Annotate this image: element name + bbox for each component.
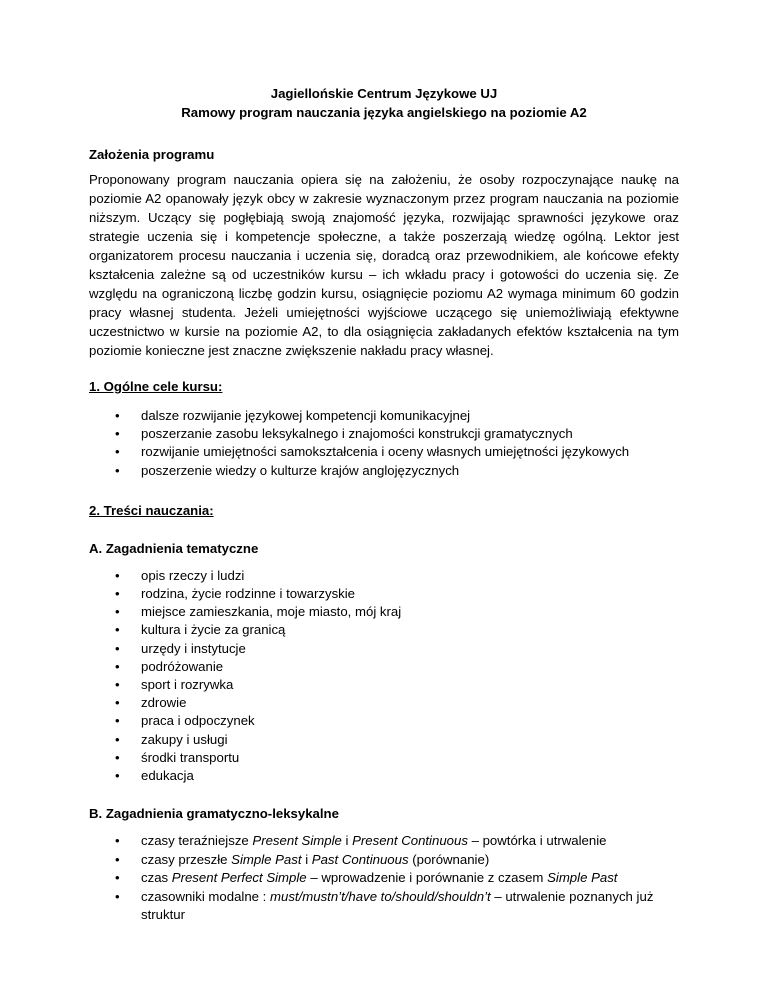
list-item: • rodzina, życie rodzinne i towarzyskie (89, 585, 679, 603)
bullet-icon: • (115, 749, 120, 765)
goals-list (89, 407, 679, 480)
list-item: • rozwijanie umiejętności samokształcenia i oceny własnych umiejętności językowych (89, 443, 679, 461)
subsection-a-heading: A. Zagadnienia tematyczne (89, 540, 259, 556)
bullet-icon: • (115, 586, 120, 602)
list-item: • poszerzanie zasobu leksykalnego i znajomości konstrukcji gramatycznych (89, 425, 679, 443)
bullet-icon: • (115, 444, 120, 460)
bullet-icon: • (115, 408, 120, 423)
list-item: • czas Present Perfect Simple – wprowadzenie i porównanie z czasem Simple Past (89, 869, 679, 888)
list-item: • zakupy i usługi (89, 731, 679, 749)
list-item: • czasy teraźniejsze Present Simple i Present Continuous – powtórka i utrwalenie (89, 832, 679, 851)
institution-title: Jagiellońskie Centrum Językowe UJ (270, 86, 498, 101)
bullet-icon: • (115, 622, 120, 638)
bullet-icon: • (115, 870, 120, 886)
list-item: • dalsze rozwijanie językowej kompetencji komunikacyjnej (89, 407, 679, 425)
bullet-icon: • (115, 640, 120, 656)
bullet-icon: • (115, 851, 120, 867)
intro-paragraph: Proponowany program nauczania opiera się na założeniu, że osoby rozpoczynające naukę na poziomie A2 opanowały język obcy w zakresie wyznaczonym przez program nauczania na poziomie niższym. Uczący się pogłębiają swoją znajomość języka, rozwijając sprawności językowe oraz strategie uczenia się i kompetencje społeczne, a także poszerzają wiedzę ogólną. Lektor jest organizatorem procesu nauczania i uczenia się, doradcą oraz przewodnikiem, ale końcowe efekty kształcenia zależne są od uczestników kursu – ich wkładu pracy i gotowości do uczenia się. Ze względu na ograniczoną liczbę godzin kursu, osiągnięcie poziomu A2 wymaga minimum 60 godzin pracy własnej studenta. Jeżeli umiejętności wyjściowe uczącego się uniemożliwiają efektywne uczestnictwo w kursie na poziomie A2, to dla osiągnięcia zakładanych efektów kształcenia na tym poziomie konieczne jest znaczne zwiększenie nakładu pracy własnej. (89, 172, 679, 358)
bullet-icon: • (115, 604, 120, 620)
list-item: • praca i odpoczynek (89, 712, 679, 730)
section1-heading: 1. Ogólne cele kursu: (89, 379, 223, 394)
bullet-icon: • (115, 462, 120, 478)
document-header (89, 84, 679, 122)
section2-heading: 2. Treści nauczania: (89, 502, 214, 518)
bullet-icon: • (115, 426, 120, 442)
bullet-icon: • (115, 713, 120, 729)
bullet-icon: • (115, 768, 120, 784)
bullet-icon: • (115, 695, 120, 711)
topics-list (89, 567, 679, 785)
grammar-list (89, 832, 679, 925)
bullet-icon: • (115, 888, 120, 904)
list-item: • edukacja (89, 767, 679, 785)
list-item: • środki transportu (89, 749, 679, 767)
list-item: • urzędy i instytucje (89, 640, 679, 658)
bullet-icon: • (115, 658, 120, 674)
bullet-icon: • (115, 677, 120, 693)
subsection-b-heading: B. Zagadnienia gramatyczno-leksykalne (89, 806, 339, 822)
list-item: • kultura i życie za granicą (89, 621, 679, 639)
list-item: • miejsce zamieszkania, moje miasto, mój kraj (89, 603, 679, 621)
bullet-icon: • (115, 567, 120, 583)
list-item: • sport i rozrywka (89, 676, 679, 694)
bullet-icon: • (115, 833, 120, 849)
list-item: • czasowniki modalne : must/mustn’t/have to/should/shouldn’t – utrwalenie poznanych już struktur (115, 888, 654, 923)
list-item: • zdrowie (89, 694, 679, 712)
list-item: • poszerzenie wiedzy o kulturze krajów anglojęzycznych (89, 462, 679, 480)
list-item: • podróżowanie (89, 658, 679, 676)
intro-heading: Założenia programu (89, 147, 215, 162)
list-item: • opis rzeczy i ludzi (89, 567, 679, 585)
program-title: Ramowy program nauczania języka angielskiego na poziomie A2 (181, 105, 587, 120)
list-item: • czasy przeszłe Simple Past i Past Continuous (porównanie) (89, 851, 679, 870)
bullet-icon: • (115, 731, 120, 747)
